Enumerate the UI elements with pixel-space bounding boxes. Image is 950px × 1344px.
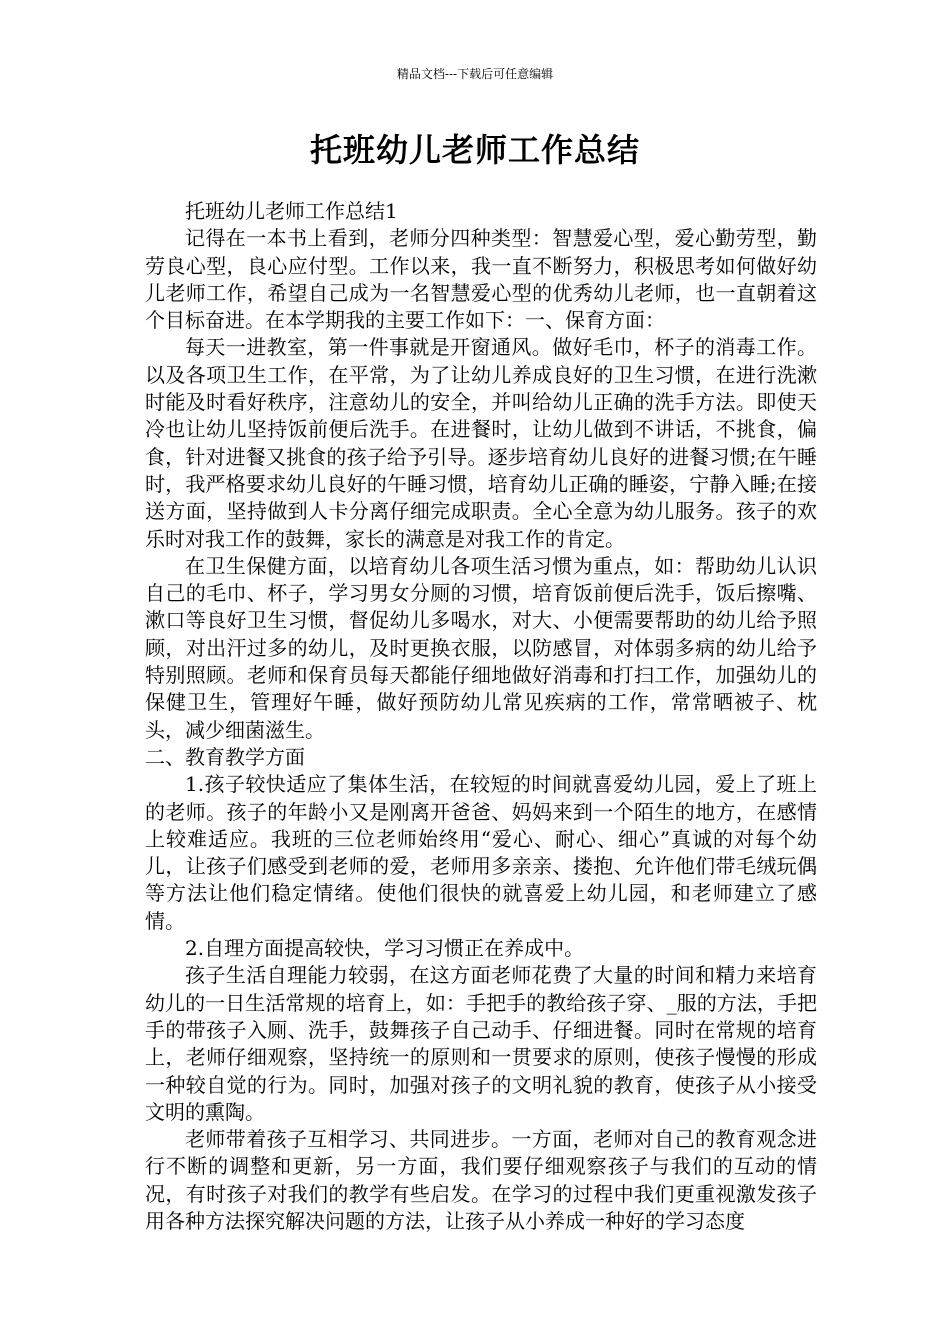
paragraph: 记得在一本书上看到，老师分四种类型：智慧爱心型，爱心勤劳型，勤劳良心型，良心应付型。工作以来，我一直不断努力，积极思考如何做好幼儿老师工作，希望自己成为一名智慧爱心型的优秀幼儿老师，也一直朝着这个目标奋进。在本学期我的主要工作如下：一、保育方面： xyxy=(145,226,817,333)
document-body xyxy=(145,198,817,1235)
header-note: 精品文档---下载后可任意编辑 xyxy=(396,67,554,81)
paragraph: 孩子生活自理能力较弱，在这方面老师花费了大量的时间和精力来培育幼儿的一日生活常规的培育上，如：手把手的教给孩子穿、_服的方法，手把手的带孩子入厕、洗手，鼓舞孩子自己动手、仔细进餐。同时在常规的培育上，老师仔细观察，坚持统一的原则和一贯要求的原则，使孩子慢慢的形成一种较自觉的行为。同时，加强对孩子的文明礼貌的教育，使孩子从小接受文明的熏陶。 xyxy=(145,963,817,1124)
paragraph: 2.自理方面提高较快，学习习惯正在养成中。 xyxy=(185,936,585,961)
document-title: 托班幼儿老师工作总结 xyxy=(309,131,640,169)
paragraph: 1.孩子较快适应了集体生活，在较短的时间就喜爱幼儿园，爱上了班上的老师。孩子的年龄小又是刚离开爸爸、妈妈来到一个陌生的地方，在感情上较难适应。我班的三位老师始终用“爱心、耐心、细心”真诚的对每个幼儿，让孩子们感受到老师的爱，老师用多亲亲、搂抱、允许他们带毛绒玩偶等方法让他们稳定情绪。使他们很快的就喜爱上幼儿园，和老师建立了感情。 xyxy=(145,772,817,933)
paragraph: 每天一进教室，第一件事就是开窗通风。做好毛巾，杯子的消毒工作。以及各项卫生工作，在平常，为了让幼儿养成良好的卫生习惯，在进行洗漱时能及时看好秩序，注意幼儿的安全，并叫给幼儿正确的洗手方法。即使天冷也让幼儿坚持饭前便后洗手。在进餐时，让幼儿做到不讲话，不挑食，偏食，针对进餐又挑食的孩子给予引导。逐步培育幼儿良好的进餐习惯;在午睡时，我严格要求幼儿良好的午睡习惯，培育幼儿正确的睡姿，宁静入睡;在接送方面，坚持做到人卡分离仔细完成职责。全心全意为幼儿服务。孩子的欢乐时对我工作的鼓舞，家长的满意是对我工作的肯定。 xyxy=(145,335,817,551)
paragraph: 在卫生保健方面，以培育幼儿各项生活习惯为重点，如：帮助幼儿认识自己的毛巾、杯子，学习男女分厕的习惯，培育饭前便后洗手，饭后擦嘴、漱口等良好卫生习惯，督促幼儿多喝水，对大、小便需要帮助的幼儿给予照顾，对出汗过多的幼儿，及时更换衣服，以防感冒，对体弱多病的幼儿给予特别照顾。老师和保育员每天都能仔细地做好消毒和打扫工作，加强幼儿的保健卫生，管理好午睡，做好预防幼儿常见疾病的工作，常常晒被子、枕头，减少细菌滋生。 xyxy=(145,553,817,742)
section-heading: 托班幼儿老师工作总结1 xyxy=(185,199,398,223)
section-heading: 二、教育教学方面 xyxy=(145,744,305,769)
paragraph: 老师带着孩子互相学习、共同进步。一方面，老师对自己的教育观念进行不断的调整和更新，另一方面，我们要仔细观察孩子与我们的互动的情况，有时孩子对我们的教学有些启发。在学习的过程中我们更重视激发孩子用各种方法探究解决问题的方法，让孩子从小养成一种好的学习态度 xyxy=(145,1127,817,1233)
